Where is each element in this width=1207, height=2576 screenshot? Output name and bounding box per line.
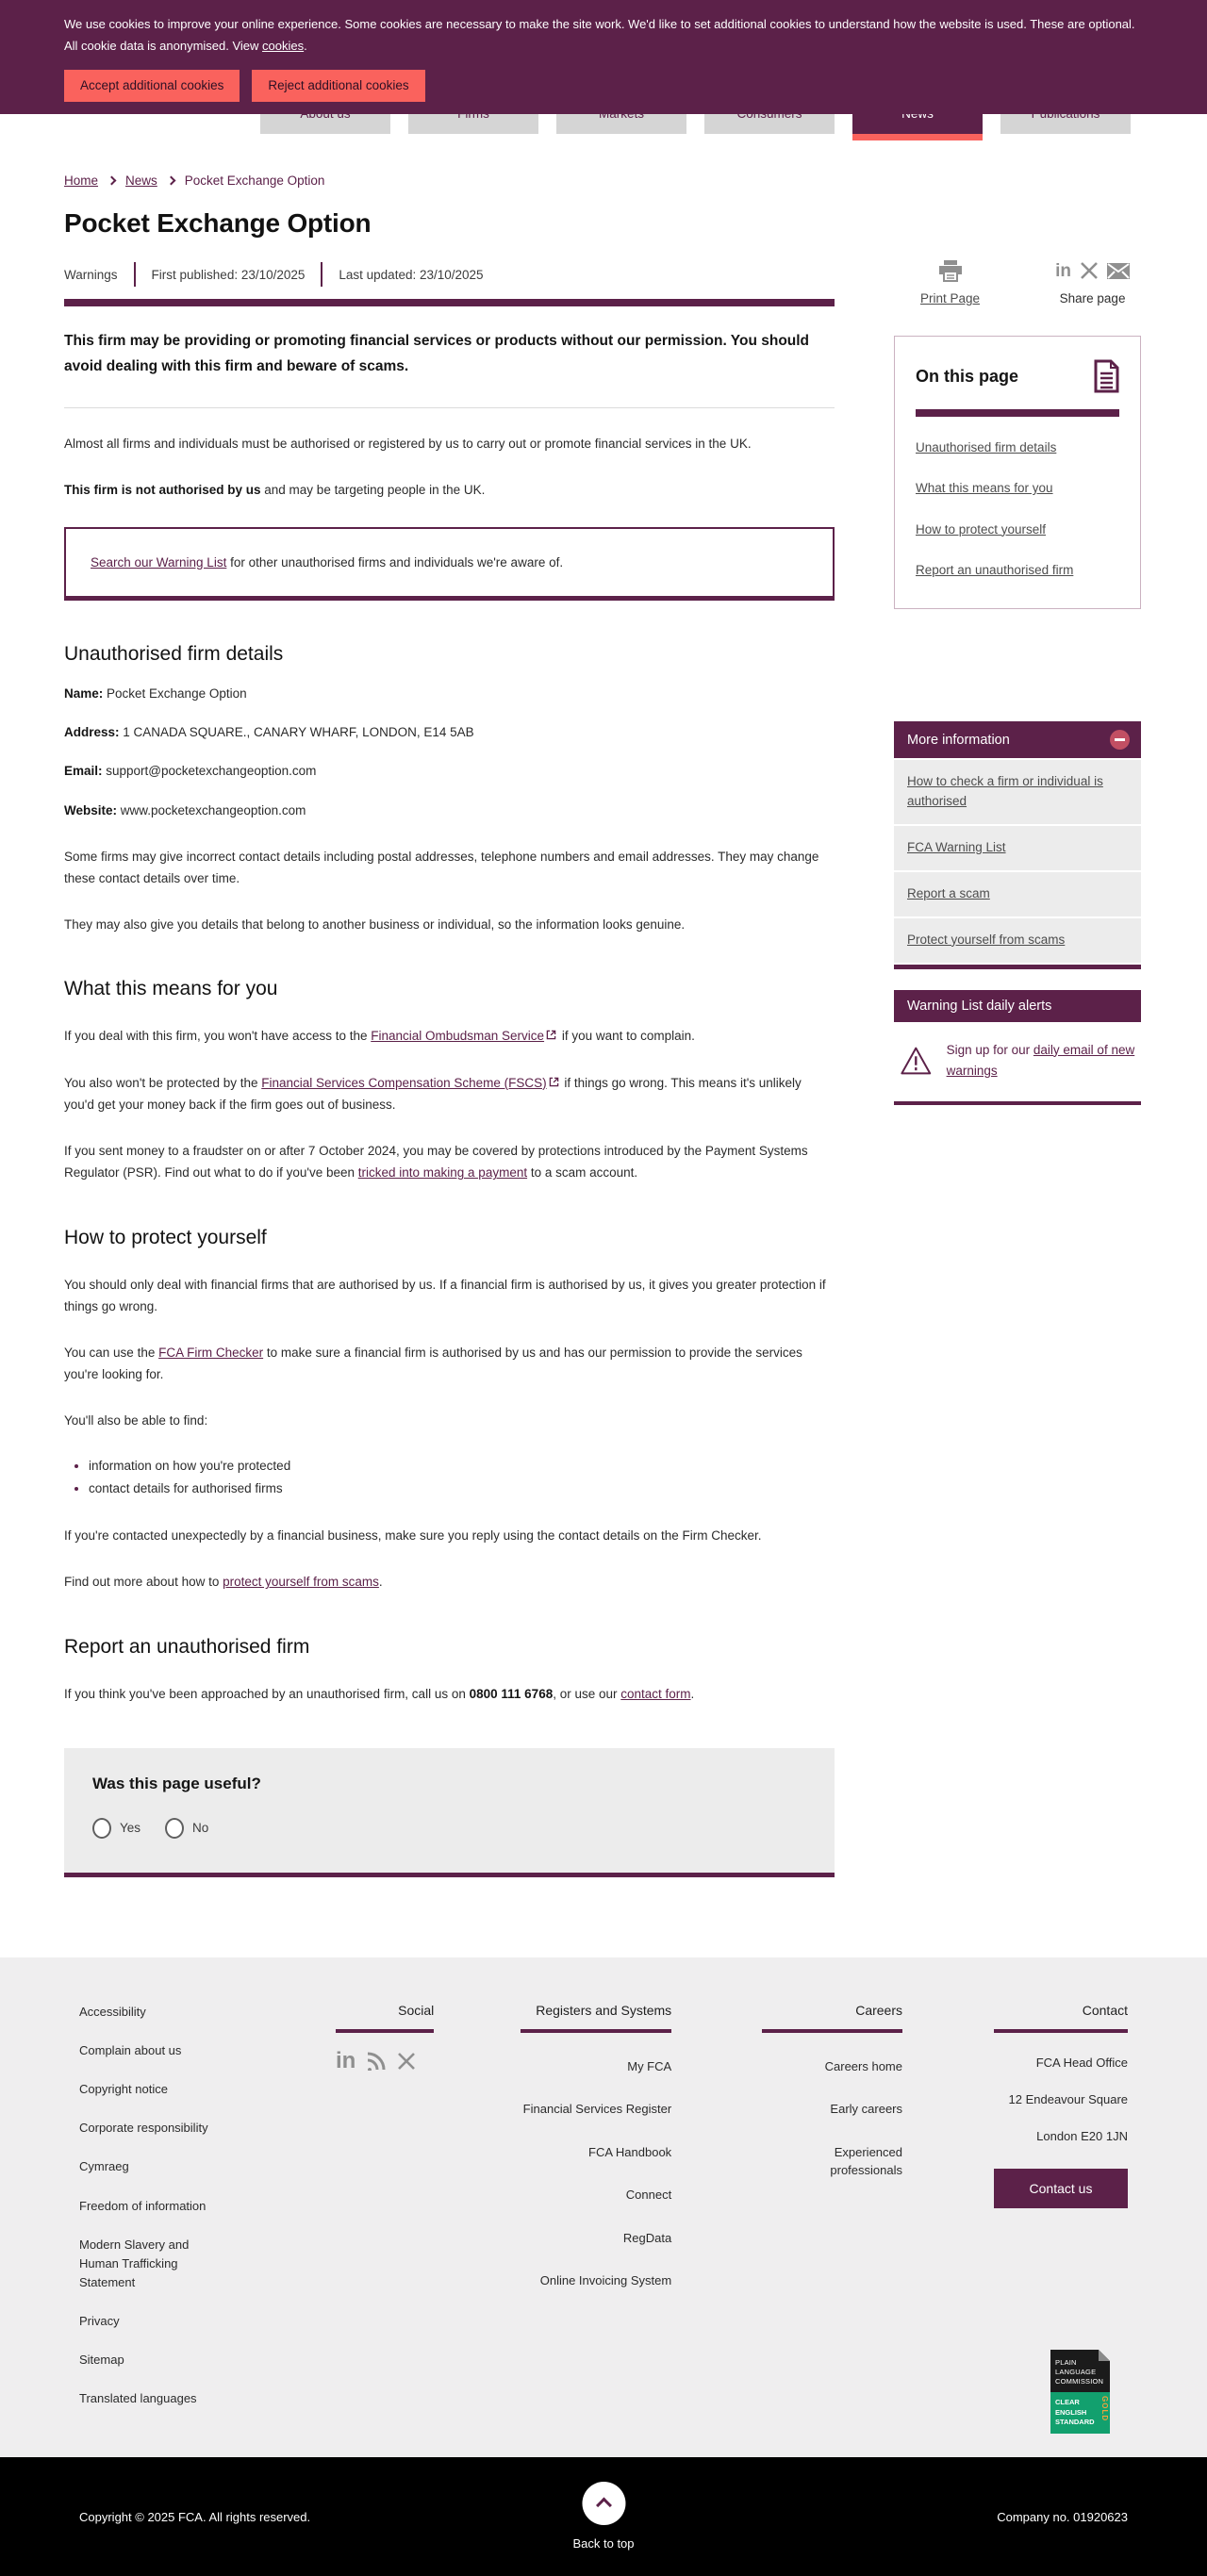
means-paragraph-3 bbox=[64, 1140, 835, 1183]
heading-how-to-protect: How to protect yourself bbox=[64, 1226, 267, 1248]
protect-scams-link[interactable]: protect yourself from scams bbox=[223, 1575, 379, 1590]
details-paragraph-2: They may also give you details that belong to another business or individual, so the information looks genuine. bbox=[64, 917, 686, 933]
linkedin-icon[interactable]: in bbox=[1055, 260, 1071, 281]
footer-link-freedom-of-information[interactable]: Freedom of information bbox=[79, 2198, 207, 2213]
fscs-link[interactable]: Financial Services Compensation Scheme (FSCS) bbox=[261, 1075, 547, 1090]
not-authorised-paragraph bbox=[64, 479, 835, 501]
more-information-header[interactable] bbox=[894, 721, 1141, 758]
field-name-value: Pocket Exchange Option bbox=[103, 685, 247, 701]
daily-alerts-body bbox=[894, 1022, 1141, 1106]
page-feedback-panel bbox=[64, 1748, 835, 1877]
firm-checker-link[interactable]: FCA Firm Checker bbox=[158, 1345, 264, 1360]
badge-text-line: STANDARD bbox=[1055, 2418, 1095, 2427]
on-this-page-rule bbox=[916, 409, 1119, 417]
heading-what-this-means: What this means for you bbox=[64, 978, 278, 1000]
means-p3-rest: to a scam account. bbox=[527, 1165, 638, 1181]
section-divider bbox=[64, 407, 835, 408]
phone-number: 0800 111 6768 bbox=[469, 1686, 554, 1701]
alerts-prefix: Sign up for our bbox=[946, 1042, 1033, 1057]
means-p1-text: If you deal with this firm, you won't have access to the bbox=[64, 1029, 372, 1044]
collapse-minus-icon[interactable] bbox=[1110, 730, 1130, 750]
footer-link-fs-register[interactable]: Financial Services Register bbox=[522, 2102, 672, 2117]
external-link-icon bbox=[546, 1030, 556, 1040]
report-paragraph bbox=[64, 1683, 835, 1705]
printer-icon[interactable] bbox=[938, 259, 963, 282]
footer-links-column bbox=[79, 2003, 224, 2429]
cookie-buttons bbox=[64, 70, 1207, 102]
footer-link-sitemap[interactable]: Sitemap bbox=[79, 2353, 124, 2368]
sidebar bbox=[894, 188, 1141, 1877]
cookies-link[interactable]: cookies bbox=[262, 38, 305, 53]
footer-link-experienced-professionals[interactable]: Experienced professionals bbox=[830, 2144, 902, 2178]
ombudsman-link[interactable]: Financial Ombudsman Service bbox=[371, 1029, 545, 1044]
footer-social-icons bbox=[335, 2047, 434, 2073]
footer-link-modern-slavery[interactable]: Modern Slavery and Human Trafficking Statement bbox=[79, 2237, 190, 2289]
footer-column-rule bbox=[994, 2029, 1128, 2033]
field-website-label: Website: bbox=[64, 802, 118, 817]
breadcrumb-news-link[interactable]: News bbox=[125, 173, 157, 188]
cookie-message bbox=[0, 0, 1207, 58]
site-footer bbox=[0, 1957, 1207, 2457]
more-information-panel bbox=[894, 721, 1141, 969]
footer-link-translated-languages[interactable]: Translated languages bbox=[79, 2391, 197, 2406]
list-item: • information on how you're protected bbox=[89, 1455, 835, 1478]
footer-link-copyright[interactable]: Copyright notice bbox=[79, 2082, 168, 2097]
back-to-top-label: Back to top bbox=[572, 2535, 635, 2551]
print-block bbox=[920, 258, 980, 307]
footer-contact-title: Contact bbox=[1082, 2002, 1128, 2018]
footer-bottom-bar bbox=[0, 2457, 1207, 2576]
more-info-link-report-scam[interactable]: Report a scam bbox=[894, 872, 1141, 916]
callout-rest: for other unauthorised firms and individuals we're aware of. bbox=[226, 554, 564, 570]
footer-link-complain[interactable]: Complain about us bbox=[79, 2043, 182, 2058]
x-icon[interactable] bbox=[397, 2052, 416, 2071]
meta-first-published: First published: 23/10/2025 bbox=[151, 267, 306, 282]
toc-link-unauthorised-firm-details[interactable]: Unauthorised firm details bbox=[916, 440, 1057, 454]
share-page-label: Share page bbox=[1059, 291, 1126, 305]
field-name-label: Name: bbox=[64, 685, 104, 701]
main-layout bbox=[0, 188, 1207, 1877]
search-warning-list-link[interactable]: Search our Warning List bbox=[91, 554, 227, 570]
breadcrumb bbox=[0, 151, 1207, 188]
meta-divider bbox=[321, 262, 322, 287]
daily-alerts-title: Warning List daily alerts bbox=[907, 998, 1052, 1014]
print-share-row bbox=[894, 258, 1141, 307]
means-paragraph-2 bbox=[64, 1072, 835, 1115]
more-information-rule bbox=[894, 965, 1141, 969]
meta-divider bbox=[134, 262, 136, 287]
list-item: • contact details for authorised firms bbox=[89, 1478, 835, 1500]
details-paragraph-1: Some firms may give incorrect contact details including postal addresses, telephone numbers and email addresses. They may change these contact details over time. bbox=[64, 849, 819, 885]
footer-column-rule bbox=[762, 2029, 902, 2033]
company-number: Company no. 01920623 bbox=[997, 2509, 1128, 2524]
means-p1-rest: if you want to complain. bbox=[558, 1029, 695, 1044]
more-info-link-protect-scams[interactable]: Protect yourself from scams bbox=[894, 918, 1141, 963]
cookie-message-suffix: . bbox=[304, 38, 307, 53]
protect-p2-text: You can use the bbox=[64, 1345, 159, 1360]
footer-careers-column bbox=[762, 2003, 902, 2429]
footer-link-online-invoicing[interactable]: Online Invoicing System bbox=[539, 2273, 672, 2288]
accept-cookies-button[interactable]: Accept additional cookies bbox=[64, 70, 240, 102]
footer-link-my-fca[interactable]: My FCA bbox=[627, 2058, 672, 2073]
badge-fold-corner bbox=[1099, 2350, 1110, 2361]
contact-us-button[interactable]: Contact us bbox=[994, 2169, 1128, 2208]
footer-careers-title: Careers bbox=[855, 2002, 902, 2018]
chevron-right-icon bbox=[107, 176, 117, 186]
page-title: Pocket Exchange Option bbox=[64, 208, 372, 238]
contact-form-link[interactable]: contact form bbox=[620, 1686, 691, 1701]
footer-column-rule bbox=[521, 2029, 671, 2033]
report-p-rest: . bbox=[690, 1686, 695, 1701]
footer-link-early-careers[interactable]: Early careers bbox=[830, 2102, 902, 2117]
rss-icon[interactable] bbox=[367, 2052, 386, 2071]
warning-lead: This firm may be providing or promoting financial services or products without our permission. You should avoid dealing with this firm and beware of scams. bbox=[64, 333, 810, 375]
protect-paragraph-1: You should only deal with financial firms that are authorised by us. If a financial firm is authorised by us, it gives you greater protection if things go wrong. bbox=[64, 1277, 826, 1313]
badge-text-line: CLEAR bbox=[1055, 2398, 1080, 2407]
toc-link-report-firm[interactable]: Report an unauthorised firm bbox=[916, 562, 1074, 577]
on-this-page-panel bbox=[894, 336, 1141, 609]
heading-unauthorised-firm-details: Unauthorised firm details bbox=[64, 642, 284, 665]
email-icon[interactable] bbox=[1107, 263, 1130, 279]
footer-link-corporate-responsibility[interactable]: Corporate responsibility bbox=[79, 2121, 208, 2136]
field-name bbox=[64, 683, 835, 704]
field-address-label: Address: bbox=[64, 725, 120, 740]
contact-address-line: FCA Head Office bbox=[1035, 2055, 1128, 2070]
field-website-value: www.pocketexchangeoption.com bbox=[117, 802, 306, 817]
feedback-no-option[interactable] bbox=[165, 1818, 208, 1839]
protect-bullet-list bbox=[89, 1455, 835, 1501]
feedback-question: Was this page useful? bbox=[92, 1774, 261, 1792]
badge-top bbox=[1050, 2350, 1110, 2392]
field-email bbox=[64, 760, 835, 782]
radio-yes[interactable] bbox=[92, 1818, 111, 1839]
print-page-link[interactable]: Print Page bbox=[920, 291, 981, 305]
daily-alerts-text bbox=[947, 1040, 1137, 1082]
external-link-icon bbox=[549, 1077, 559, 1087]
daily-alerts-header bbox=[894, 990, 1141, 1022]
badge-gold-label: GOLD bbox=[1100, 2396, 1109, 2422]
badge-text-line: LANGUAGE bbox=[1055, 2367, 1097, 2376]
plain-language-commission-badge bbox=[1050, 2350, 1110, 2434]
report-p-mid: , or use our bbox=[553, 1686, 621, 1701]
footer-link-privacy[interactable]: Privacy bbox=[79, 2314, 120, 2329]
callout-paragraph bbox=[91, 552, 808, 573]
cookie-banner bbox=[0, 0, 1207, 114]
daily-email-link[interactable]: daily email of new warnings bbox=[946, 1042, 1135, 1078]
protect-p2-rest: to make sure a financial firm is authorised by us and has our permission to provide the services you're looking for. bbox=[64, 1345, 802, 1382]
protect-paragraph-5 bbox=[64, 1571, 835, 1593]
chevron-right-icon bbox=[166, 176, 175, 186]
protect-paragraph-4: If you're contacted unexpectedly by a financial business, make sure you reply using the contact details on the Firm Checker. bbox=[64, 1528, 762, 1544]
article-content bbox=[64, 188, 835, 1877]
tricked-payment-link[interactable]: tricked into making a payment bbox=[357, 1165, 528, 1181]
means-paragraph-1 bbox=[64, 1025, 835, 1047]
field-website bbox=[64, 800, 835, 821]
document-icon bbox=[1094, 359, 1119, 393]
reject-cookies-button[interactable]: Reject additional cookies bbox=[252, 70, 424, 102]
linkedin-icon[interactable]: in bbox=[335, 2047, 356, 2073]
intro-paragraph: Almost all firms and individuals must be authorised or registered by us to carry out or promote financial services in the UK. bbox=[64, 437, 752, 452]
footer-link-accessibility[interactable]: Accessibility bbox=[79, 2004, 146, 2019]
not-authorised-rest: and may be targeting people in the UK. bbox=[260, 483, 486, 498]
report-p-text: If you think you've been approached by an unauthorised firm, call us on bbox=[64, 1686, 470, 1701]
toc-link-what-this-means[interactable]: What this means for you bbox=[916, 481, 1053, 496]
chevron-up-icon bbox=[596, 2498, 612, 2514]
footer-social-title: Social bbox=[398, 2002, 435, 2018]
feedback-yes-option[interactable] bbox=[92, 1818, 141, 1839]
protect-p5-text: Find out more about how to bbox=[64, 1575, 223, 1590]
means-p2-rest: if things go wrong. This means it's unlikely you'd get your money back if the firm goes out of business. bbox=[64, 1075, 802, 1112]
feedback-yes-label: Yes bbox=[120, 1821, 141, 1836]
badge-bottom bbox=[1050, 2392, 1110, 2434]
copyright-text: Copyright © 2025 FCA. All rights reserved. bbox=[79, 2509, 311, 2524]
footer-link-fca-handbook[interactable]: FCA Handbook bbox=[588, 2144, 672, 2159]
footer-column-rule bbox=[336, 2029, 434, 2033]
footer-link-connect[interactable]: Connect bbox=[625, 2188, 672, 2203]
meta-last-updated: Last updated: 23/10/2025 bbox=[339, 267, 484, 282]
contact-address-line: London E20 1JN bbox=[1036, 2128, 1128, 2143]
warning-list-callout bbox=[64, 527, 835, 601]
on-this-page-title: On this page bbox=[916, 366, 1019, 386]
more-information-title: More information bbox=[907, 732, 1010, 748]
toc-link-how-to-protect[interactable]: How to protect yourself bbox=[916, 521, 1047, 537]
back-to-top[interactable] bbox=[572, 2482, 634, 2551]
radio-no[interactable] bbox=[165, 1818, 184, 1839]
breadcrumb-home-link[interactable]: Home bbox=[64, 173, 99, 188]
means-p2-text: You also won't be protected by the bbox=[64, 1075, 262, 1090]
share-block bbox=[1055, 258, 1130, 307]
cookie-message-text: We use cookies to improve your online experience. Some cookies are necessary to make the site work. We'd like to set additional cookies to understand how the website is used. These are optional. All cookie data is anonymised. View bbox=[64, 17, 1135, 53]
footer-registers-title: Registers and Systems bbox=[536, 2002, 672, 2018]
x-icon[interactable] bbox=[1080, 261, 1099, 280]
feedback-options bbox=[92, 1818, 806, 1839]
field-email-value: support@pocketexchangeoption.com bbox=[102, 764, 317, 779]
title-rule bbox=[64, 299, 835, 306]
protect-p5-rest: . bbox=[378, 1575, 383, 1590]
badge-text-line: PLAIN bbox=[1055, 2357, 1077, 2367]
warning-triangle-icon bbox=[900, 1042, 933, 1080]
footer-link-regdata[interactable]: RegData bbox=[622, 2230, 672, 2245]
back-to-top-button[interactable] bbox=[582, 2482, 625, 2525]
field-address bbox=[64, 721, 835, 743]
badge-text-line: ENGLISH bbox=[1055, 2407, 1087, 2417]
more-info-link-check-firm[interactable]: How to check a firm or individual is authorised bbox=[894, 760, 1141, 824]
heading-report-firm: Report an unauthorised firm bbox=[64, 1635, 310, 1658]
contact-address-line: 12 Endeavour Square bbox=[1008, 2091, 1128, 2106]
field-email-label: Email: bbox=[64, 764, 103, 779]
protect-paragraph-3: You'll also be able to find: bbox=[64, 1413, 208, 1428]
means-p3-text: If you sent money to a fraudster on or after 7 October 2024, you may be covered by protections introduced by the Payment Systems Regulator (PSR). Find out what to do if you've been bbox=[64, 1144, 808, 1181]
meta-category: Warnings bbox=[64, 267, 118, 282]
feedback-no-label: No bbox=[192, 1821, 209, 1836]
not-authorised-bold: This firm is not authorised by us bbox=[64, 483, 261, 498]
footer-social-column bbox=[336, 2003, 434, 2429]
footer-link-cymraeg[interactable]: Cymraeg bbox=[79, 2159, 129, 2174]
footer-link-careers-home[interactable]: Careers home bbox=[824, 2058, 902, 2073]
footer-registers-column bbox=[521, 2003, 671, 2429]
protect-paragraph-2 bbox=[64, 1342, 835, 1385]
badge-text-line: COMMISSION bbox=[1055, 2376, 1104, 2386]
breadcrumb-current: Pocket Exchange Option bbox=[184, 173, 325, 188]
article-meta bbox=[64, 262, 835, 287]
field-address-value: 1 CANADA SQUARE., CANARY WHARF, LONDON, E14 5AB bbox=[119, 725, 474, 740]
site-header bbox=[0, 0, 1207, 151]
more-info-link-warning-list[interactable]: FCA Warning List bbox=[894, 826, 1141, 870]
daily-alerts-panel bbox=[894, 990, 1141, 1106]
